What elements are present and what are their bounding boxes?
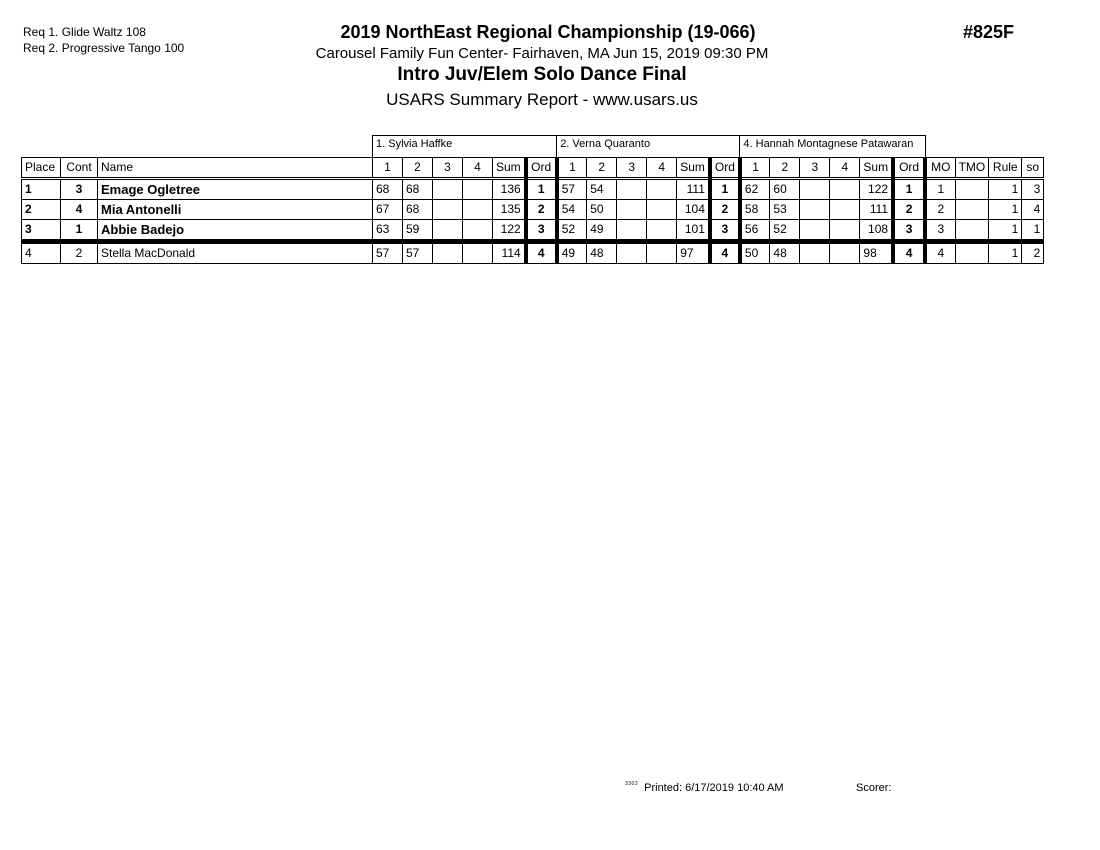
j1-score-2: 68 [403, 200, 433, 220]
col-place: Place [22, 158, 61, 179]
judge-1-name: 1. Sylvia Haffke [373, 136, 557, 158]
j1-sum: 136 [493, 179, 526, 200]
col-name: Name [98, 158, 373, 179]
j1-score-4 [463, 179, 493, 200]
j2-sum: 111 [677, 179, 710, 200]
col-j1-ord: Ord [526, 158, 557, 179]
mo: 3 [925, 220, 955, 242]
tmo [955, 242, 989, 264]
cont: 4 [61, 200, 98, 220]
printed-timestamp: Printed: 6/17/2019 10:40 AM [644, 782, 784, 794]
j3-score-3 [800, 179, 830, 200]
rule: 1 [989, 179, 1022, 200]
col-j1-sum: Sum [493, 158, 526, 179]
j2-score-1: 52 [557, 220, 587, 242]
mo: 2 [925, 200, 955, 220]
rule: 1 [989, 200, 1022, 220]
j3-score-3 [800, 200, 830, 220]
j2-score-3 [617, 200, 647, 220]
j1-score-4 [463, 200, 493, 220]
j3-sum: 111 [860, 200, 893, 220]
j1-score-3 [433, 179, 463, 200]
scorer-label: Scorer: [856, 782, 892, 794]
judge-2-name: 2. Verna Quaranto [557, 136, 740, 158]
j2-score-2: 49 [587, 220, 617, 242]
printed-info [625, 782, 784, 794]
j2-score-4 [647, 220, 677, 242]
j2-sum: 104 [677, 200, 710, 220]
j3-sum: 108 [860, 220, 893, 242]
so: 1 [1022, 220, 1044, 242]
event-title: Intro Juv/Elem Solo Dance Final [397, 64, 687, 85]
j1-score-2: 57 [403, 242, 433, 264]
col-mo: MO [925, 158, 955, 179]
col-j2-sum: Sum [677, 158, 710, 179]
j2-score-4 [647, 242, 677, 264]
table-row [22, 242, 1044, 264]
j2-score-3 [617, 179, 647, 200]
j2-score-4 [647, 179, 677, 200]
col-j3-s1: 1 [740, 158, 770, 179]
col-j3-sum: Sum [860, 158, 893, 179]
rule: 1 [989, 220, 1022, 242]
skater-name: Abbie Badejo [98, 220, 373, 242]
col-j1-s1: 1 [373, 158, 403, 179]
j2-score-2: 50 [587, 200, 617, 220]
j2-score-1: 54 [557, 200, 587, 220]
j3-score-1: 58 [740, 200, 770, 220]
so: 4 [1022, 200, 1044, 220]
skater-name: Stella MacDonald [98, 242, 373, 264]
j1-sum: 114 [493, 242, 526, 264]
j3-sum: 98 [860, 242, 893, 264]
footer-code: 3303 [625, 781, 639, 787]
col-tmo: TMO [955, 158, 989, 179]
j3-score-3 [800, 242, 830, 264]
col-j3-s4: 4 [830, 158, 860, 179]
mo: 4 [925, 242, 955, 264]
place: 1 [22, 179, 61, 200]
j2-sum: 97 [677, 242, 710, 264]
table-row [22, 220, 1044, 242]
j1-score-1: 67 [373, 200, 403, 220]
col-j2-s4: 4 [647, 158, 677, 179]
j2-ord: 1 [710, 179, 740, 200]
cont: 3 [61, 179, 98, 200]
j1-score-4 [463, 220, 493, 242]
so: 3 [1022, 179, 1044, 200]
j2-score-3 [617, 220, 647, 242]
j1-score-2: 59 [403, 220, 433, 242]
j1-score-1: 68 [373, 179, 403, 200]
col-j1-s3: 3 [433, 158, 463, 179]
tmo [955, 200, 989, 220]
j1-score-4 [463, 242, 493, 264]
competition-title: 2019 NorthEast Regional Championship (19-066) [340, 22, 756, 42]
j2-ord: 4 [710, 242, 740, 264]
j1-score-1: 57 [373, 242, 403, 264]
tmo [955, 220, 989, 242]
col-j1-s2: 2 [403, 158, 433, 179]
col-rule: Rule [989, 158, 1022, 179]
j1-ord: 3 [526, 220, 557, 242]
requirement-2: Req 2. Progressive Tango 100 [23, 41, 185, 55]
judge-header-row [22, 136, 1044, 158]
col-j3-s3: 3 [800, 158, 830, 179]
venue-line: Carousel Family Fun Center- Fairhaven, MA Jun 15, 2019 09:30 PM [315, 45, 769, 62]
event-code: #825F [963, 22, 1015, 42]
j3-score-3 [800, 220, 830, 242]
j2-score-3 [617, 242, 647, 264]
j1-ord: 4 [526, 242, 557, 264]
j3-score-2: 53 [770, 200, 800, 220]
j3-score-2: 60 [770, 179, 800, 200]
j1-sum: 122 [493, 220, 526, 242]
j3-ord: 1 [893, 179, 925, 200]
j2-sum: 101 [677, 220, 710, 242]
mo: 1 [925, 179, 955, 200]
col-cont: Cont [61, 158, 98, 179]
j3-score-4 [830, 179, 860, 200]
j1-ord: 1 [526, 179, 557, 200]
cont: 2 [61, 242, 98, 264]
j1-score-1: 63 [373, 220, 403, 242]
table-row [22, 179, 1044, 200]
j2-score-2: 54 [587, 179, 617, 200]
j3-score-2: 48 [770, 242, 800, 264]
j2-ord: 3 [710, 220, 740, 242]
j2-score-2: 48 [587, 242, 617, 264]
j3-score-1: 50 [740, 242, 770, 264]
j1-ord: 2 [526, 200, 557, 220]
j1-score-3 [433, 200, 463, 220]
cont: 1 [61, 220, 98, 242]
col-j2-s3: 3 [617, 158, 647, 179]
col-j3-ord: Ord [893, 158, 925, 179]
col-j2-ord: Ord [710, 158, 740, 179]
j3-score-2: 52 [770, 220, 800, 242]
place: 3 [22, 220, 61, 242]
table-row [22, 200, 1044, 220]
j2-score-1: 49 [557, 242, 587, 264]
tmo [955, 179, 989, 200]
col-j2-s1: 1 [557, 158, 587, 179]
j3-score-1: 62 [740, 179, 770, 200]
so: 2 [1022, 242, 1044, 264]
report-title: USARS Summary Report - www.usars.us [386, 90, 698, 109]
col-so: so [1022, 158, 1044, 179]
col-j1-s4: 4 [463, 158, 493, 179]
judge-3-name: 4. Hannah Montagnese Patawaran [740, 136, 925, 158]
requirement-1: Req 1. Glide Waltz 108 [23, 25, 146, 39]
j3-sum: 122 [860, 179, 893, 200]
results-table [21, 135, 1044, 264]
j2-score-1: 57 [557, 179, 587, 200]
j1-score-3 [433, 220, 463, 242]
j3-score-4 [830, 200, 860, 220]
j3-ord: 3 [893, 220, 925, 242]
skater-name: Emage Ogletree [98, 179, 373, 200]
rule: 1 [989, 242, 1022, 264]
j3-score-4 [830, 220, 860, 242]
place: 2 [22, 200, 61, 220]
j1-sum: 135 [493, 200, 526, 220]
j1-score-2: 68 [403, 179, 433, 200]
j3-score-1: 56 [740, 220, 770, 242]
j3-ord: 2 [893, 200, 925, 220]
j3-ord: 4 [893, 242, 925, 264]
j3-score-4 [830, 242, 860, 264]
column-header-row [22, 158, 1044, 179]
col-j3-s2: 2 [770, 158, 800, 179]
j2-ord: 2 [710, 200, 740, 220]
j1-score-3 [433, 242, 463, 264]
j2-score-4 [647, 200, 677, 220]
skater-name: Mia Antonelli [98, 200, 373, 220]
col-j2-s2: 2 [587, 158, 617, 179]
place: 4 [22, 242, 61, 264]
